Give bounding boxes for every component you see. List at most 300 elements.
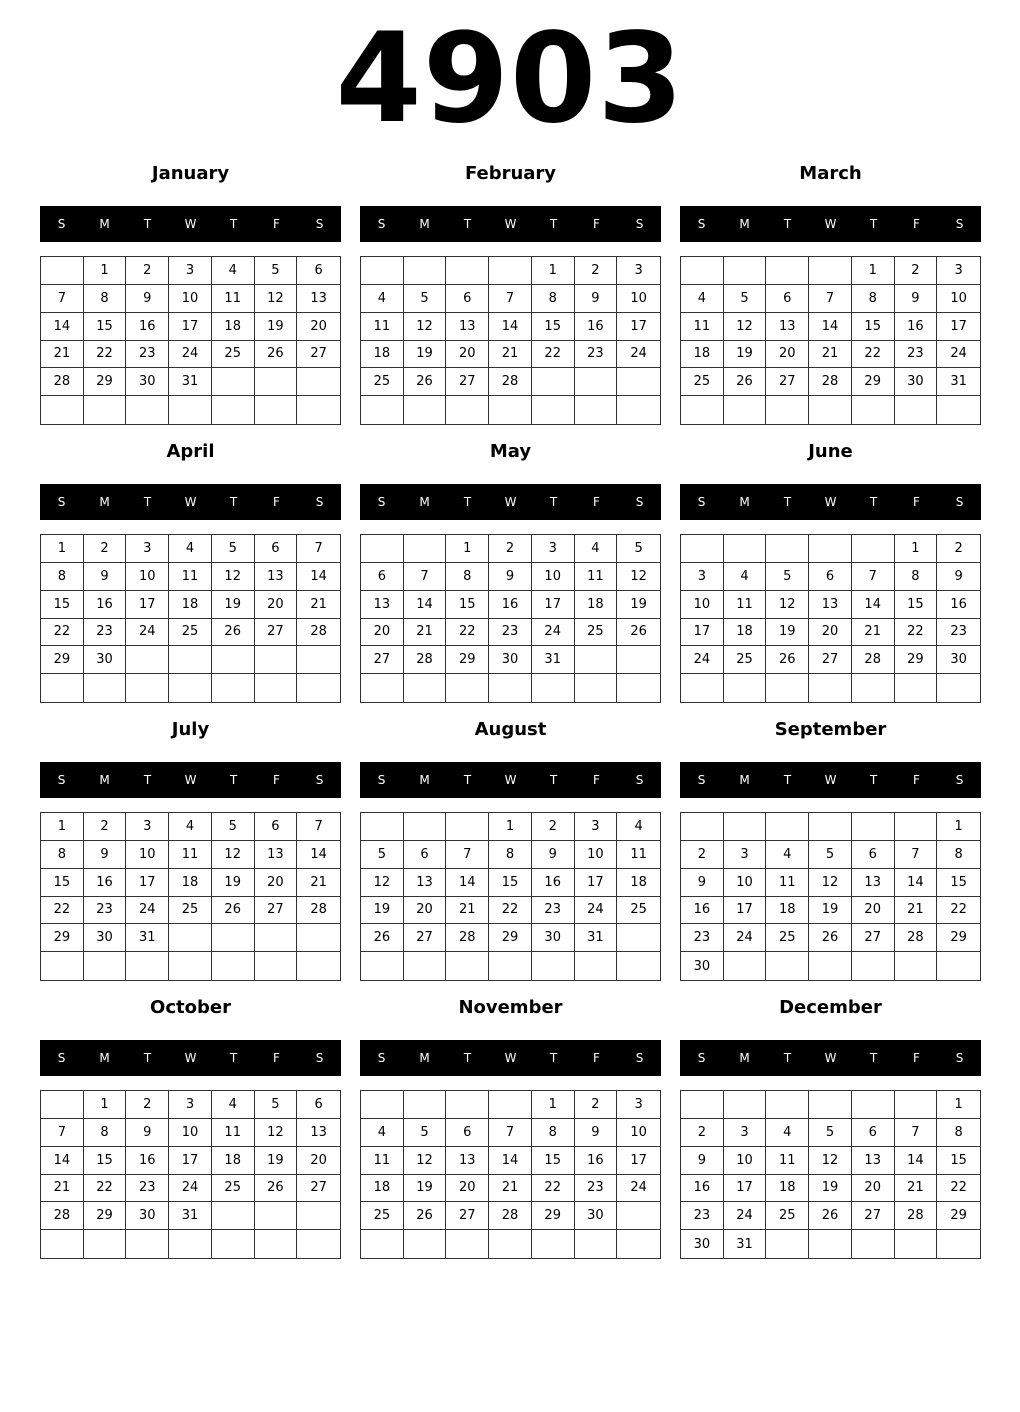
day-cell: 6 [297,257,340,285]
day-cell: 19 [724,341,767,369]
day-cell: 12 [404,313,447,341]
days-grid [680,812,981,981]
empty-day-cell [766,535,809,563]
weekday-label: S [315,495,324,509]
day-cell: 10 [937,285,980,313]
day-cell: 24 [724,924,767,952]
day-cell: 27 [446,1202,489,1230]
day-cell: 15 [446,591,489,619]
day-cell: 12 [361,869,404,897]
day-cell: 31 [724,1230,767,1258]
day-cell: 1 [489,813,532,841]
weekday-label: F [913,1051,920,1065]
weekday-header [360,484,661,520]
weekday-header [360,762,661,798]
day-cell: 27 [766,368,809,396]
day-cell: 9 [575,285,618,313]
empty-day-cell [852,674,895,702]
empty-day-cell [489,396,532,424]
day-cell: 14 [809,313,852,341]
weekday-label: T [869,217,878,231]
day-cell: 1 [532,257,575,285]
weekday-label: F [273,217,280,231]
empty-day-cell [361,674,404,702]
day-cell: 31 [937,368,980,396]
day-cell: 22 [532,341,575,369]
days-grid [360,812,661,981]
empty-day-cell [169,646,212,674]
empty-day-cell [617,674,660,702]
day-cell: 24 [126,619,169,647]
day-cell: 15 [84,1147,127,1175]
weekday-label: M [99,495,110,509]
day-cell: 12 [212,841,255,869]
weekday-label: T [783,1051,792,1065]
day-cell: 20 [446,341,489,369]
day-cell: 4 [169,813,212,841]
empty-day-cell [212,368,255,396]
day-cell: 3 [937,257,980,285]
day-cell: 21 [297,869,340,897]
empty-day-cell [809,1230,852,1258]
empty-day-cell [41,396,84,424]
day-cell: 26 [255,341,298,369]
day-cell: 12 [212,563,255,591]
day-cell: 8 [852,285,895,313]
empty-day-cell [617,924,660,952]
day-cell: 27 [852,1202,895,1230]
day-cell: 3 [724,841,767,869]
weekday-label: S [377,495,386,509]
day-cell: 6 [404,841,447,869]
weekday-label: M [99,217,110,231]
day-cell: 5 [361,841,404,869]
empty-day-cell [766,813,809,841]
day-cell: 16 [895,313,938,341]
weekday-label: T [549,495,558,509]
day-cell: 27 [404,924,447,952]
day-cell: 7 [297,535,340,563]
day-cell: 24 [617,1175,660,1203]
day-cell: 14 [895,869,938,897]
day-cell: 17 [126,591,169,619]
empty-day-cell [297,368,340,396]
day-cell: 5 [404,285,447,313]
day-cell: 20 [297,313,340,341]
day-cell: 18 [361,1175,404,1203]
day-cell: 17 [169,1147,212,1175]
day-cell: 19 [809,897,852,925]
empty-day-cell [446,1230,489,1258]
day-cell: 7 [446,841,489,869]
weekday-label: T [229,217,238,231]
day-cell: 1 [895,535,938,563]
day-cell: 8 [895,563,938,591]
day-cell: 30 [532,924,575,952]
empty-day-cell [617,1202,660,1230]
day-cell: 20 [809,619,852,647]
empty-day-cell [169,1230,212,1258]
day-cell: 11 [766,869,809,897]
day-cell: 16 [575,313,618,341]
day-cell: 3 [617,257,660,285]
day-cell: 28 [489,1202,532,1230]
day-cell: 22 [895,619,938,647]
weekday-label: S [635,217,644,231]
empty-day-cell [446,1091,489,1119]
day-cell: 22 [937,897,980,925]
empty-day-cell [532,674,575,702]
day-cell: 2 [681,841,724,869]
day-cell: 23 [489,619,532,647]
empty-day-cell [361,952,404,980]
empty-day-cell [361,257,404,285]
day-cell: 10 [532,563,575,591]
days-grid [40,534,341,703]
day-cell: 2 [84,813,127,841]
day-cell: 21 [895,897,938,925]
empty-day-cell [404,535,447,563]
day-cell: 28 [446,924,489,952]
day-cell: 24 [169,341,212,369]
day-cell: 7 [41,285,84,313]
day-cell: 2 [575,257,618,285]
day-cell: 20 [446,1175,489,1203]
days-grid [680,534,981,703]
weekday-label: W [184,217,197,231]
day-cell: 22 [84,341,127,369]
day-cell: 6 [446,1119,489,1147]
day-cell: 21 [489,1175,532,1203]
day-cell: 14 [404,591,447,619]
day-cell: 9 [126,1119,169,1147]
day-cell: 24 [126,897,169,925]
weekday-label: W [184,1051,197,1065]
weekday-label: S [955,773,964,787]
day-cell: 8 [937,841,980,869]
weekday-label: W [824,1051,837,1065]
day-cell: 19 [617,591,660,619]
year-title: 4903 [335,7,685,151]
weekday-label: S [57,495,66,509]
day-cell: 4 [361,285,404,313]
empty-day-cell [617,396,660,424]
weekday-label: S [57,217,66,231]
weekday-label: T [143,495,152,509]
day-cell: 13 [361,591,404,619]
day-cell: 10 [169,1119,212,1147]
weekday-label: S [377,773,386,787]
empty-day-cell [895,1091,938,1119]
day-cell: 25 [766,924,809,952]
weekday-label: F [593,495,600,509]
day-cell: 15 [489,869,532,897]
weekday-label: S [955,217,964,231]
day-cell: 18 [766,1175,809,1203]
day-cell: 28 [41,368,84,396]
day-cell: 13 [446,313,489,341]
empty-day-cell [617,1230,660,1258]
day-cell: 8 [937,1119,980,1147]
day-cell: 3 [532,535,575,563]
day-cell: 17 [169,313,212,341]
day-cell: 12 [255,1119,298,1147]
weekday-label: W [504,1051,517,1065]
day-cell: 25 [169,897,212,925]
day-cell: 1 [446,535,489,563]
day-cell: 20 [404,897,447,925]
day-cell: 7 [404,563,447,591]
weekday-header [360,206,661,242]
empty-day-cell [297,646,340,674]
day-cell: 23 [575,341,618,369]
day-cell: 17 [532,591,575,619]
empty-day-cell [297,952,340,980]
days-grid [680,1090,981,1259]
month-name: August [474,719,547,740]
day-cell: 13 [404,869,447,897]
day-cell: 18 [361,341,404,369]
day-cell: 6 [255,813,298,841]
days-grid [40,1090,341,1259]
day-cell: 27 [809,646,852,674]
day-cell: 29 [937,1202,980,1230]
empty-day-cell [446,396,489,424]
weekday-label: T [783,773,792,787]
empty-day-cell [575,646,618,674]
empty-day-cell [766,674,809,702]
empty-day-cell [809,396,852,424]
weekday-label: S [315,217,324,231]
day-cell: 9 [532,841,575,869]
day-cell: 11 [361,1147,404,1175]
empty-day-cell [489,1091,532,1119]
empty-day-cell [361,1091,404,1119]
day-cell: 14 [41,1147,84,1175]
empty-day-cell [766,396,809,424]
empty-day-cell [404,674,447,702]
empty-day-cell [489,674,532,702]
weekday-label: F [593,1051,600,1065]
month-name: January [151,163,230,184]
weekday-label: M [419,217,430,231]
day-cell: 6 [297,1091,340,1119]
day-cell: 14 [489,1147,532,1175]
day-cell: 7 [895,841,938,869]
empty-day-cell [404,257,447,285]
day-cell: 24 [169,1175,212,1203]
day-cell: 12 [404,1147,447,1175]
day-cell: 29 [489,924,532,952]
day-cell: 16 [532,869,575,897]
day-cell: 24 [617,341,660,369]
weekday-label: W [504,773,517,787]
day-cell: 2 [681,1119,724,1147]
weekday-label: T [143,773,152,787]
empty-day-cell [852,1091,895,1119]
day-cell: 23 [126,1175,169,1203]
day-cell: 3 [617,1091,660,1119]
day-cell: 20 [852,897,895,925]
empty-day-cell [575,1230,618,1258]
day-cell: 4 [169,535,212,563]
day-cell: 24 [937,341,980,369]
day-cell: 19 [255,1147,298,1175]
day-cell: 27 [446,368,489,396]
empty-day-cell [41,674,84,702]
day-cell: 13 [852,1147,895,1175]
day-cell: 4 [212,257,255,285]
empty-day-cell [532,952,575,980]
day-cell: 5 [212,813,255,841]
weekday-label: M [99,1051,110,1065]
day-cell: 9 [489,563,532,591]
empty-day-cell [532,1230,575,1258]
weekday-label: S [635,773,644,787]
weekday-label: S [635,1051,644,1065]
empty-day-cell [84,674,127,702]
day-cell: 11 [575,563,618,591]
weekday-label: T [869,1051,878,1065]
day-cell: 2 [84,535,127,563]
empty-day-cell [212,646,255,674]
day-cell: 27 [297,341,340,369]
empty-day-cell [937,396,980,424]
weekday-header [40,206,341,242]
day-cell: 10 [724,869,767,897]
day-cell: 24 [532,619,575,647]
day-cell: 9 [681,1147,724,1175]
day-cell: 30 [575,1202,618,1230]
day-cell: 8 [84,285,127,313]
empty-day-cell [852,535,895,563]
day-cell: 19 [766,619,809,647]
weekday-label: F [273,1051,280,1065]
day-cell: 26 [361,924,404,952]
day-cell: 16 [575,1147,618,1175]
day-cell: 28 [489,368,532,396]
day-cell: 16 [84,591,127,619]
empty-day-cell [212,674,255,702]
day-cell: 25 [766,1202,809,1230]
weekday-label: M [419,773,430,787]
day-cell: 26 [617,619,660,647]
weekday-label: S [955,495,964,509]
day-cell: 29 [84,368,127,396]
day-cell: 9 [895,285,938,313]
empty-day-cell [404,1230,447,1258]
weekday-label: M [739,495,750,509]
weekday-label: T [143,217,152,231]
empty-day-cell [84,396,127,424]
empty-day-cell [255,368,298,396]
empty-day-cell [681,396,724,424]
day-cell: 5 [255,257,298,285]
weekday-label: F [913,495,920,509]
month-name: April [166,441,215,462]
month-name: September [774,719,887,740]
day-cell: 28 [297,897,340,925]
day-cell: 19 [212,869,255,897]
day-cell: 11 [212,1119,255,1147]
weekday-label: W [184,495,197,509]
day-cell: 14 [446,869,489,897]
day-cell: 22 [446,619,489,647]
empty-day-cell [169,396,212,424]
day-cell: 18 [169,869,212,897]
day-cell: 27 [255,619,298,647]
empty-day-cell [212,924,255,952]
weekday-label: M [739,773,750,787]
empty-day-cell [489,257,532,285]
empty-day-cell [895,813,938,841]
day-cell: 7 [489,1119,532,1147]
empty-day-cell [937,952,980,980]
day-cell: 9 [84,563,127,591]
day-cell: 30 [126,368,169,396]
day-cell: 4 [575,535,618,563]
day-cell: 5 [809,1119,852,1147]
day-cell: 18 [766,897,809,925]
empty-day-cell [852,952,895,980]
empty-day-cell [255,396,298,424]
day-cell: 26 [724,368,767,396]
day-cell: 13 [809,591,852,619]
weekday-label: W [824,217,837,231]
empty-day-cell [41,1091,84,1119]
day-cell: 14 [852,591,895,619]
day-cell: 26 [404,1202,447,1230]
day-cell: 22 [937,1175,980,1203]
day-cell: 30 [126,1202,169,1230]
weekday-label: M [99,773,110,787]
empty-day-cell [809,674,852,702]
weekday-label: S [697,1051,706,1065]
day-cell: 20 [361,619,404,647]
empty-day-cell [724,674,767,702]
day-cell: 14 [297,841,340,869]
empty-day-cell [532,368,575,396]
empty-day-cell [895,952,938,980]
day-cell: 1 [937,1091,980,1119]
weekday-label: T [549,1051,558,1065]
empty-day-cell [361,813,404,841]
empty-day-cell [126,1230,169,1258]
day-cell: 21 [852,619,895,647]
day-cell: 26 [404,368,447,396]
day-cell: 2 [126,1091,169,1119]
day-cell: 8 [84,1119,127,1147]
day-cell: 18 [169,591,212,619]
empty-day-cell [41,1230,84,1258]
empty-day-cell [809,813,852,841]
empty-day-cell [297,1230,340,1258]
weekday-label: T [463,495,472,509]
day-cell: 13 [297,285,340,313]
empty-day-cell [724,952,767,980]
day-cell: 15 [532,313,575,341]
day-cell: 7 [41,1119,84,1147]
empty-day-cell [404,952,447,980]
day-cell: 15 [84,313,127,341]
month-name: May [489,441,532,462]
day-cell: 31 [532,646,575,674]
empty-day-cell [169,952,212,980]
day-cell: 11 [212,285,255,313]
day-cell: 3 [169,1091,212,1119]
weekday-header [680,762,981,798]
day-cell: 3 [575,813,618,841]
